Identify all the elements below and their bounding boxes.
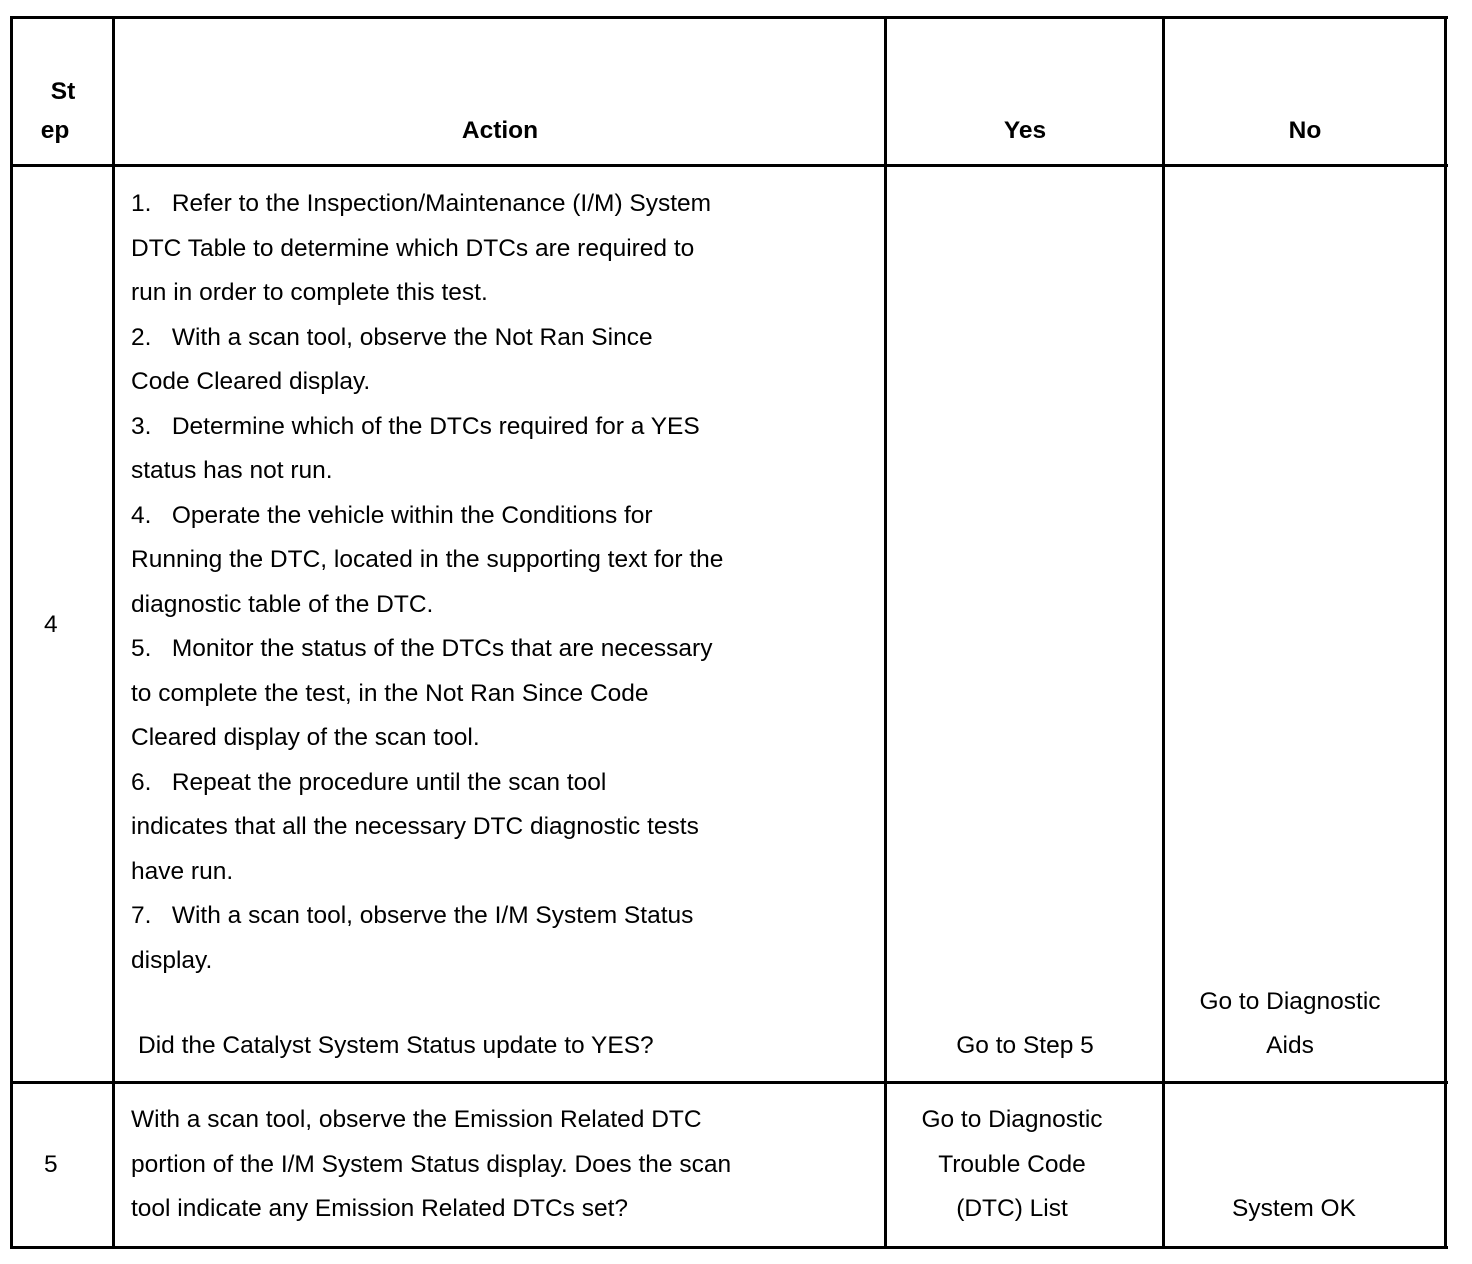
header-divider — [10, 164, 1448, 167]
yes-line: Go to Diagnostic — [921, 1106, 1103, 1133]
no-line: Aids — [1266, 1032, 1314, 1059]
step-number: 5 — [44, 1151, 58, 1178]
header-yes: Yes — [1003, 117, 1047, 144]
action-line: 7. With a scan tool, observe the I/M System Status — [131, 902, 694, 929]
action-line: DTC Table to determine which DTCs are required to — [131, 234, 695, 262]
action-line: Running the DTC, located in the supporting text for the — [131, 546, 724, 573]
action-line: have run. — [131, 857, 234, 885]
question-text: Did the Catalyst System Status update to YES? — [138, 1032, 654, 1059]
col-divider-action — [884, 16, 887, 1249]
action-line: display. — [131, 946, 213, 974]
header-step-line-1: St — [50, 78, 76, 105]
step-number: 4 — [44, 611, 58, 638]
action-line: to complete the test, in the Not Ran Since Code — [131, 679, 649, 707]
no-line: System OK — [1232, 1195, 1356, 1222]
action-line: indicates that all the necessary DTC diagnostic tests — [131, 813, 699, 840]
action-line: tool indicate any Emission Related DTCs set? — [131, 1195, 629, 1222]
yes-line: Go to Step 5 — [956, 1032, 1094, 1059]
header-action: Action — [461, 117, 539, 144]
action-line: Cleared display of the scan tool. — [131, 724, 480, 751]
col-divider-yes — [1162, 16, 1165, 1249]
action-line: diagnostic table of the DTC. — [131, 590, 434, 618]
header-no: No — [1288, 117, 1322, 144]
action-line: Code Cleared display. — [131, 368, 371, 395]
no-line: Go to Diagnostic — [1199, 987, 1381, 1015]
table-border-bottom — [10, 1246, 1448, 1249]
table-border-top — [10, 16, 1448, 19]
action-line: 5. Monitor the status of the DTCs that are necessary — [131, 635, 713, 662]
action-line: 6. Repeat the procedure until the scan tool — [131, 768, 607, 796]
header-step-line-2: ep — [40, 117, 70, 144]
action-line: 1. Refer to the Inspection/Maintenance (I/M) System — [131, 190, 712, 217]
action-line: With a scan tool, observe the Emission Related DTC — [131, 1106, 702, 1133]
table-border-left — [10, 16, 13, 1249]
action-line: 2. With a scan tool, observe the Not Ran Since — [131, 323, 653, 351]
action-line: 3. Determine which of the DTCs required for a YES — [131, 412, 700, 440]
col-divider-step — [112, 16, 115, 1249]
yes-line: (DTC) List — [956, 1195, 1068, 1222]
yes-line: Trouble Code — [938, 1150, 1086, 1178]
table-border-right — [1444, 16, 1447, 1249]
action-line: run in order to complete this test. — [131, 279, 488, 306]
action-line: portion of the I/M System Status display. Does the scan — [131, 1150, 732, 1178]
action-line: 4. Operate the vehicle within the Conditions for — [131, 501, 653, 529]
action-line: status has not run. — [131, 457, 333, 484]
row-divider — [10, 1081, 1448, 1084]
